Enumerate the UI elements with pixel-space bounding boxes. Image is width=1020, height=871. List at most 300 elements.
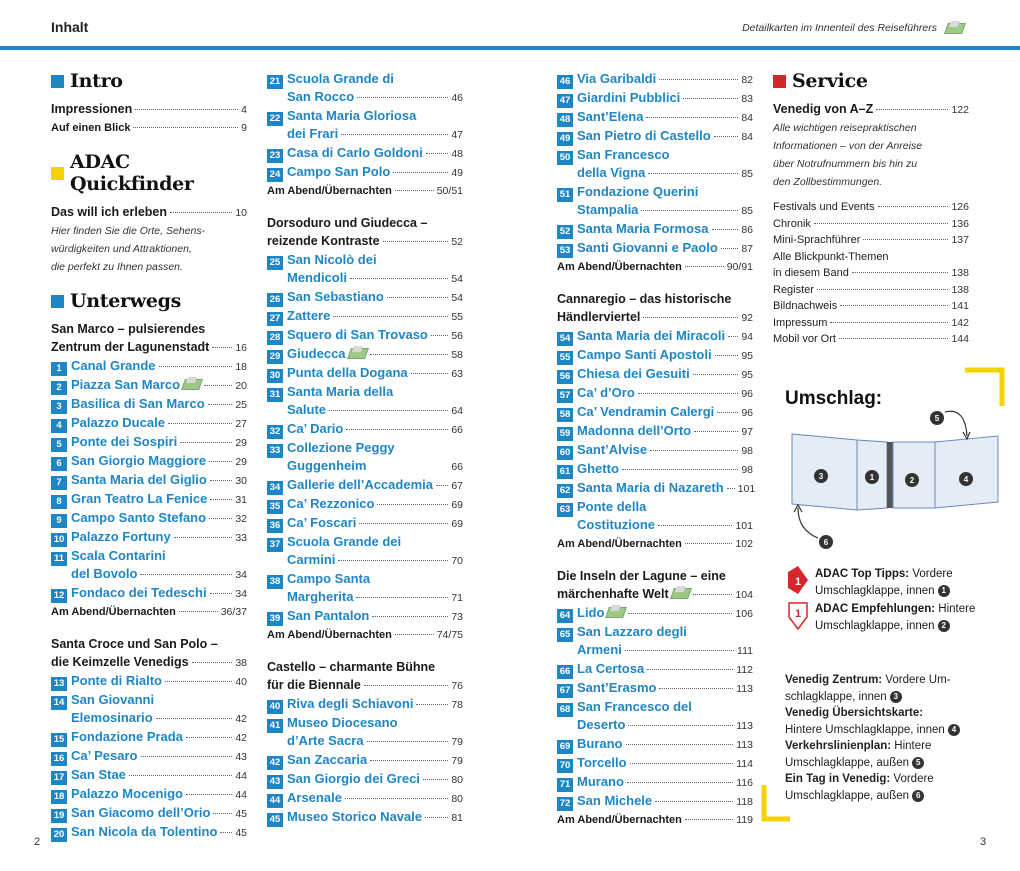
sight-name: Giardini Pubblici (577, 90, 681, 105)
toc-entry[interactable] (51, 653, 247, 672)
entry-label: Am Abend/Übernachten (51, 606, 176, 618)
sight-entry[interactable] (267, 345, 463, 364)
page-number: 118 (736, 796, 753, 808)
sight-entry[interactable] (557, 220, 753, 239)
sight-entry[interactable] (267, 383, 463, 401)
toc-column-2 (267, 70, 463, 827)
sight-entry[interactable] (267, 439, 463, 457)
sight-number-badge: 23 (267, 149, 283, 163)
sight-entry[interactable] (557, 89, 753, 108)
sight-entry-continued[interactable] (267, 125, 463, 144)
page-number: 10 (235, 207, 247, 219)
dot-leader (628, 613, 732, 614)
page-number: 104 (735, 589, 753, 601)
page-number: 85 (741, 168, 753, 180)
sight-entry[interactable] (51, 395, 247, 414)
sight-entry[interactable] (51, 509, 247, 528)
toc-entry[interactable] (267, 232, 463, 251)
dot-leader (370, 760, 448, 761)
dot-leader (133, 127, 238, 128)
blue-square-icon (51, 295, 64, 308)
sight-entry[interactable] (51, 584, 247, 603)
legend-text: Umschlagklappe, innen (815, 619, 935, 632)
sight-number-badge: 37 (267, 538, 283, 552)
dot-leader (210, 480, 233, 481)
sight-entry[interactable] (267, 364, 463, 383)
service-entry[interactable]: Alle Blickpunkt-Themen (773, 250, 889, 263)
sight-entry[interactable] (557, 679, 753, 698)
page-number: 137 (951, 234, 969, 246)
sight-number-badge: 18 (51, 790, 67, 804)
page-number: 122 (951, 104, 969, 116)
sight-number-badge: 8 (51, 495, 67, 509)
page-number: 86 (741, 224, 753, 236)
sight-name: Campo Santi Apostoli (577, 347, 712, 362)
sight-name: Torcello (577, 755, 627, 770)
sight-name: San Giorgio dei Greci (287, 771, 420, 786)
sight-entry-continued[interactable] (557, 201, 753, 220)
sight-entry[interactable] (557, 108, 753, 127)
sight-number-badge: 57 (557, 389, 573, 403)
sight-number-badge: 5 (51, 438, 67, 452)
dot-leader (876, 109, 948, 110)
sight-number-badge: 19 (51, 809, 67, 823)
section-title-service: Service (792, 70, 868, 92)
marker-circle: 6 (912, 790, 924, 802)
page-number: 116 (736, 777, 753, 789)
sight-entry[interactable] (557, 479, 756, 498)
sight-entry-continued[interactable] (267, 401, 463, 420)
page-number: 82 (741, 74, 753, 86)
sight-entry[interactable] (557, 660, 753, 679)
description-line: die perfekt zu Ihnen passen. (51, 261, 183, 273)
sight-name: San Sebastiano (287, 289, 384, 304)
dot-leader (346, 429, 448, 430)
sight-name: Ca’ Pesaro (71, 748, 138, 763)
sight-number-badge: 14 (51, 696, 67, 710)
legend-row-top-tips (787, 566, 987, 599)
sight-entry[interactable] (51, 471, 247, 490)
sight-entry[interactable] (557, 70, 753, 89)
sight-entry[interactable] (557, 346, 753, 365)
sight-list (557, 327, 756, 535)
sight-entry[interactable] (51, 823, 247, 842)
recommendation-number: 1 (795, 608, 802, 620)
sight-number-badge: 63 (557, 503, 573, 517)
sight-entry[interactable] (51, 433, 247, 452)
sight-entry-continued[interactable] (267, 551, 463, 570)
page-number: 73 (451, 611, 463, 623)
detail-map-icon (349, 346, 367, 358)
recommendation-icon (787, 601, 809, 631)
detail-map-icon (946, 21, 968, 35)
sight-entry[interactable] (557, 792, 753, 811)
sight-name: Murano (577, 774, 624, 789)
marker-circle: 2 (938, 620, 950, 632)
map-locations (785, 672, 985, 804)
page-number: 27 (235, 418, 247, 430)
toc-entry[interactable] (267, 676, 463, 695)
toc-entry[interactable] (773, 100, 969, 119)
sight-entry[interactable] (267, 714, 463, 732)
sight-number-badge: 33 (267, 444, 283, 458)
toc-entry[interactable] (267, 182, 463, 200)
sight-name: Chiesa dei Gesuiti (577, 366, 690, 381)
sight-entry[interactable] (557, 365, 753, 384)
sight-entry[interactable] (51, 490, 247, 509)
service-entry-continued[interactable] (773, 265, 969, 282)
sight-number-badge: 40 (267, 700, 283, 714)
toc-entry[interactable] (557, 585, 753, 604)
sight-entry[interactable] (51, 452, 247, 471)
sight-name: Fondazione Querini (577, 184, 699, 199)
service-entry[interactable] (773, 216, 969, 233)
page-number: 76 (451, 680, 463, 692)
sight-entry[interactable] (557, 239, 753, 258)
toc-entry[interactable] (51, 119, 247, 137)
page-number: 9 (241, 122, 247, 134)
sight-entry[interactable] (557, 384, 753, 403)
sight-name: Museo Diocesano (287, 715, 398, 730)
sight-name: San Giacomo dell’Orio (71, 805, 211, 820)
marker-label: 4 (963, 475, 969, 484)
cover-spine (887, 442, 893, 508)
service-entry[interactable] (773, 282, 969, 299)
sight-entry[interactable] (557, 698, 753, 716)
description-line: Hier finden Sie die Orte, Sehens- (51, 225, 206, 237)
dot-leader (628, 725, 733, 726)
sight-entry[interactable] (51, 728, 247, 747)
sight-list (557, 70, 753, 258)
sight-entry[interactable] (267, 770, 463, 789)
marker-circle: 3 (890, 691, 902, 703)
sight-entry[interactable] (51, 547, 247, 565)
sight-number-badge: 4 (51, 419, 67, 433)
page-number: 101 (735, 520, 753, 532)
sight-number-badge: 32 (267, 425, 283, 439)
dot-leader (356, 597, 448, 598)
map-text: Umschlagklappe, außen (785, 789, 910, 802)
dot-leader (393, 172, 448, 173)
sight-entry[interactable] (267, 476, 463, 495)
sight-number-badge: 35 (267, 500, 283, 514)
toc-entry[interactable] (51, 203, 247, 222)
sight-entry[interactable] (557, 403, 753, 422)
sight-number-badge: 54 (557, 332, 573, 346)
sight-name: Santa Maria Gloriosa (287, 108, 417, 123)
page-number: 4 (241, 104, 247, 116)
legend-label: ADAC Empfehlungen: (815, 603, 936, 615)
sight-entry[interactable] (267, 495, 463, 514)
sight-entry[interactable] (557, 422, 753, 441)
toc-entry[interactable] (557, 811, 753, 829)
sight-entry[interactable] (267, 808, 463, 827)
sight-entry[interactable] (267, 514, 463, 533)
entry-label: Mini-Sprachführer (773, 234, 861, 246)
sight-entry[interactable] (557, 441, 753, 460)
sight-name: Carmini (287, 552, 336, 567)
marker-label: 5 (934, 414, 940, 423)
page-number: 70 (451, 555, 463, 567)
sight-name: San Pantalon (287, 608, 370, 623)
sight-entry[interactable] (267, 789, 463, 808)
sight-entry-continued[interactable] (557, 516, 753, 535)
page-number: 113 (736, 739, 753, 751)
toc-entry[interactable] (557, 535, 753, 553)
sight-entry[interactable] (557, 498, 753, 516)
sight-number-badge: 34 (267, 481, 283, 495)
sight-number-badge: 62 (557, 484, 573, 498)
sight-entry[interactable] (51, 785, 247, 804)
page-number: 96 (741, 388, 753, 400)
entry-label: Am Abend/Übernachten (557, 261, 682, 273)
sight-entry-continued[interactable] (557, 164, 753, 183)
dot-leader (209, 518, 232, 519)
sight-name: Gallerie dell’Accademia (287, 477, 433, 492)
sight-entry-continued[interactable] (557, 641, 753, 660)
sight-entry-continued[interactable] (51, 709, 247, 728)
sight-number-badge: 15 (51, 733, 67, 747)
section-title-quickfinder: ADAC Quickfinder (70, 151, 194, 195)
dot-leader (627, 782, 733, 783)
page-number: 71 (451, 592, 463, 604)
dot-leader (174, 537, 233, 538)
page-number: 45 (235, 808, 247, 820)
sight-number-badge: 69 (557, 740, 573, 754)
marker-label: 3 (818, 472, 824, 481)
sight-entry[interactable] (557, 146, 753, 164)
sight-entry[interactable] (267, 288, 463, 307)
sight-number-badge: 46 (557, 75, 573, 89)
sight-number-badge: 42 (267, 756, 283, 770)
entry-label: in diesem Band (773, 267, 849, 279)
dot-leader (416, 704, 448, 705)
sight-entry-continued[interactable] (267, 732, 463, 751)
sight-entry[interactable] (51, 804, 247, 823)
sight-entry[interactable] (267, 326, 463, 345)
sight-number-badge: 24 (267, 168, 283, 182)
dot-leader (329, 410, 448, 411)
sight-name: Fondazione Prada (71, 729, 183, 744)
toc-entry[interactable] (557, 308, 753, 327)
map-text: Vordere Um- (882, 674, 951, 686)
entry-label: Venedig von A–Z (773, 102, 874, 116)
sight-name: San Rocco (287, 89, 355, 104)
sight-entry-continued[interactable] (267, 588, 463, 607)
toc-entry[interactable] (557, 258, 753, 276)
entry-label: die Keimzelle Venedigs (51, 655, 189, 669)
sight-number-badge: 31 (267, 388, 283, 402)
sight-number-badge: 56 (557, 370, 573, 384)
page-number: 79 (451, 736, 463, 748)
page-number-left: 2 (34, 836, 41, 848)
dot-leader (717, 412, 738, 413)
sight-name: Sant’Alvise (577, 442, 648, 457)
sight-number-badge: 38 (267, 575, 283, 589)
page-number: 45 (235, 827, 247, 839)
page-number: 102 (735, 538, 753, 550)
sight-name: Via Garibaldi (577, 71, 657, 86)
district-title: Santa Croce und San Polo – (51, 637, 218, 651)
sight-entry[interactable] (557, 623, 753, 641)
sight-entry[interactable] (267, 695, 463, 714)
entry-label: Impressum (773, 316, 828, 329)
sight-entry[interactable] (267, 307, 463, 326)
service-entry[interactable] (773, 315, 969, 332)
sight-list (51, 672, 247, 842)
sight-entry[interactable] (557, 735, 753, 754)
blue-square-icon (51, 75, 64, 88)
sight-entry[interactable] (557, 127, 753, 146)
sight-entry[interactable] (267, 420, 463, 439)
sight-entry[interactable] (267, 751, 463, 770)
service-entry[interactable] (773, 232, 969, 249)
dot-leader (878, 206, 949, 207)
sight-name: Campo San Polo (287, 164, 391, 179)
sight-entry[interactable] (267, 144, 463, 163)
legend-label: ADAC Top Tipps: (815, 568, 910, 580)
sight-entry-continued[interactable] (267, 269, 463, 288)
detail-map-icon (183, 377, 201, 389)
dot-leader (626, 744, 734, 745)
sight-entry[interactable] (51, 357, 247, 376)
sight-number-badge: 71 (557, 778, 573, 792)
sight-name: San Giovanni (71, 692, 155, 707)
sight-name: Ca’ Vendramin Calergi (577, 404, 715, 419)
sight-number-badge: 50 (557, 151, 573, 165)
page-number: 92 (741, 312, 753, 324)
service-entry[interactable] (773, 298, 969, 315)
dot-leader (140, 574, 232, 575)
marker-label: 1 (869, 473, 875, 482)
page-number: 81 (451, 812, 463, 824)
toc-column-3 (557, 70, 756, 829)
sight-entry[interactable] (51, 672, 247, 691)
page-number: 113 (736, 683, 753, 695)
page-number: 80 (451, 793, 463, 805)
sight-entry-continued[interactable] (267, 457, 463, 476)
page-number: 49 (451, 167, 463, 179)
sight-entry[interactable] (557, 754, 753, 773)
sight-entry[interactable] (267, 570, 463, 588)
page-number: 66 (451, 424, 463, 436)
sight-name: San Lazzaro degli (577, 624, 687, 639)
sight-entry[interactable] (51, 766, 247, 785)
entry-label: Am Abend/Übernachten (557, 538, 682, 550)
page-number: 50/51 (436, 185, 463, 197)
sight-name: Basilica di San Marco (71, 396, 205, 411)
sight-name: Mendicoli (287, 270, 347, 285)
sight-name: San Michele (577, 793, 653, 808)
sight-name: Ca’ Foscari (287, 515, 357, 530)
sight-entry[interactable] (557, 773, 753, 792)
page-number: 69 (451, 518, 463, 530)
page-number: 96 (741, 407, 753, 419)
dot-leader (156, 718, 233, 719)
marker-circle: 1 (938, 585, 950, 597)
toc-entry[interactable] (51, 603, 247, 621)
page-number: 32 (235, 513, 247, 525)
dot-leader (423, 779, 448, 780)
page-number: 142 (951, 316, 969, 329)
sight-entry-continued[interactable] (557, 716, 753, 735)
entry-label: Impressionen (51, 102, 133, 116)
marker-circle: 5 (912, 757, 924, 769)
dot-leader (425, 817, 448, 818)
sight-name: Fondaco dei Tedeschi (71, 585, 207, 600)
sight-name: Riva degli Schiavoni (287, 696, 414, 711)
sight-entry-continued[interactable] (51, 565, 247, 584)
toc-entry[interactable] (51, 100, 247, 119)
sight-entry[interactable] (557, 327, 753, 346)
sight-entry-continued[interactable] (267, 88, 463, 107)
sight-number-badge: 49 (557, 132, 573, 146)
dot-leader (638, 393, 739, 394)
sight-number-badge: 10 (51, 533, 67, 547)
dot-leader (411, 373, 449, 374)
page-number: 144 (951, 333, 969, 345)
sight-entry[interactable] (51, 691, 247, 709)
map-text: Hintere (891, 740, 932, 752)
dot-leader (658, 525, 732, 526)
dot-leader (209, 461, 232, 462)
entry-label: Bildnachweis (773, 300, 838, 312)
sight-number-badge: 17 (51, 771, 67, 785)
page-number: 94 (741, 331, 753, 343)
sight-entry[interactable] (267, 533, 463, 551)
sight-entry[interactable] (267, 607, 463, 626)
sight-name: d’Arte Sacra (287, 733, 364, 748)
sight-entry[interactable] (267, 70, 463, 88)
marker-label: 6 (823, 538, 829, 547)
page-number: 55 (451, 311, 463, 323)
sight-entry[interactable] (557, 183, 753, 201)
sight-entry[interactable] (51, 414, 247, 433)
page-number: 113 (736, 720, 753, 732)
sight-entry[interactable] (267, 107, 463, 125)
sight-name: Santa Maria di Nazareth (577, 480, 724, 495)
dot-leader (431, 335, 448, 336)
sight-name: Lido (577, 605, 605, 620)
sight-entry[interactable] (557, 460, 753, 479)
sight-number-badge: 59 (557, 427, 573, 441)
sight-entry[interactable] (51, 747, 247, 766)
description-line: Alle wichtigen reisepraktischen (773, 122, 917, 134)
service-entry[interactable] (773, 199, 969, 216)
sight-number-badge: 28 (267, 331, 283, 345)
page-number: 101 (737, 483, 756, 495)
page-number: 69 (451, 499, 463, 511)
dot-leader (186, 737, 232, 738)
sight-entry[interactable] (267, 163, 463, 182)
dot-leader (714, 136, 739, 137)
legend-text: Vordere (909, 568, 953, 580)
sight-entry[interactable] (267, 251, 463, 269)
toc-entry[interactable] (267, 626, 463, 644)
sight-entry[interactable] (51, 376, 247, 395)
sight-entry[interactable] (557, 604, 753, 623)
page-number: 111 (737, 645, 753, 657)
dot-leader (650, 450, 738, 451)
dot-leader (179, 611, 218, 612)
sight-number-badge: 61 (557, 465, 573, 479)
page-number: 112 (736, 664, 753, 676)
sight-entry[interactable] (51, 528, 247, 547)
service-entry[interactable] (773, 331, 969, 348)
page-number: 44 (235, 770, 247, 782)
sight-name: Salute (287, 402, 327, 417)
toc-entry[interactable] (51, 338, 247, 357)
